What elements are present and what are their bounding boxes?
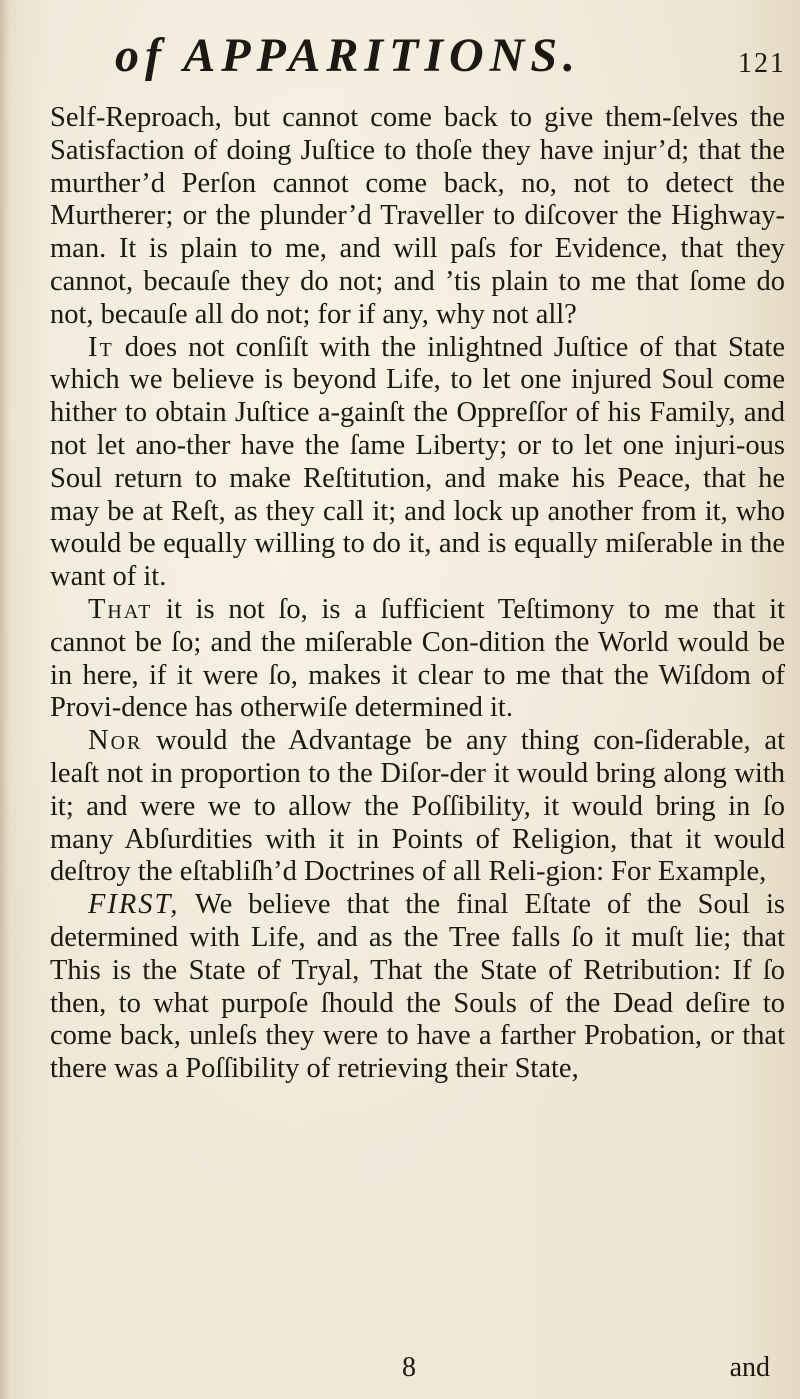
paragraph-5-lead: FIRST, — [88, 889, 180, 921]
paragraph-2-text: does not conſiſt with the inlightned Juſtice of that State which we believe is beyond Life, to let one injured Soul come hither to obtain Juſtice a-gainſt the Oppreſſor of his Family, and not let ano-ther have the ſame Liberty; or to let one injuri-ous Soul return to make Reſtitution, and make his Peace, that he may be at Reſt, as they call it; and lock up another from it, who would be equally willing to do it, and is equally miſerable in the want of it. — [50, 331, 785, 593]
paragraph-1-text: Self-Reproach, but cannot come back to give them-ſelves the Satisfaction of doing Juſtice to thoſe they have injur’d; that the murther’d Perſon cannot come back, no, not to detect the Murtherer; or the plunder’d Traveller to diſcover the Highway-man. It is plain to me, and will paſs for Evidence, that they cannot, becauſe they do not; and ’tis plain to me that ſome do not, becauſe all do not; for if any, why not all? — [50, 102, 785, 330]
paragraph-3-lead: That — [88, 593, 153, 625]
page-number: 121 — [738, 48, 786, 79]
running-title: of APPARITIONS. — [115, 29, 582, 82]
signature-mark: 8 — [402, 1352, 416, 1383]
gutter-shadow — [0, 0, 10, 1399]
paragraph-2-lead: It — [88, 331, 114, 363]
page-footer — [0, 1352, 800, 1392]
paragraph-3-text: it is not ſo, is a ſufficient Teſtimony to me that it cannot be ſo; and the miſerable Con-dition the World would be in here, if it were ſo, makes it clear to me that the Wiſdom of Provi-dence has otherwiſe determined it. — [50, 593, 785, 724]
paragraph-4-text: would the Advantage be any thing con-ſiderable, at leaſt not in proportion to the Diſor-der it would bring along with it; and were we to allow the Poſſibility, it would bring in ſo many Abſurdities with it in Points of Religion, that it would deſtroy the eſtabliſh’d Doctrines of all Reli-gion: For Example, — [50, 725, 785, 888]
body-text — [50, 102, 785, 1086]
paragraph-5-text: We believe that the final Eſtate of the Soul is determined with Life, and as the Tree falls ſo it muſt lie; that This is the State of Tryal, That the State of Retribution: If ſo then, to what purpoſe ſhould the Souls of the Dead deſire to come back, unleſs they were to have a farther Probation, or that there was a Poſſibility of retrieving their State, — [50, 889, 785, 1085]
paragraph-3 — [50, 594, 785, 725]
catchword: and — [729, 1352, 770, 1383]
paragraph-2 — [50, 332, 785, 594]
paragraph-5 — [50, 889, 785, 1086]
paragraph-1 — [50, 102, 785, 332]
paragraph-4 — [50, 725, 785, 889]
paragraph-4-lead: Nor — [88, 725, 143, 757]
